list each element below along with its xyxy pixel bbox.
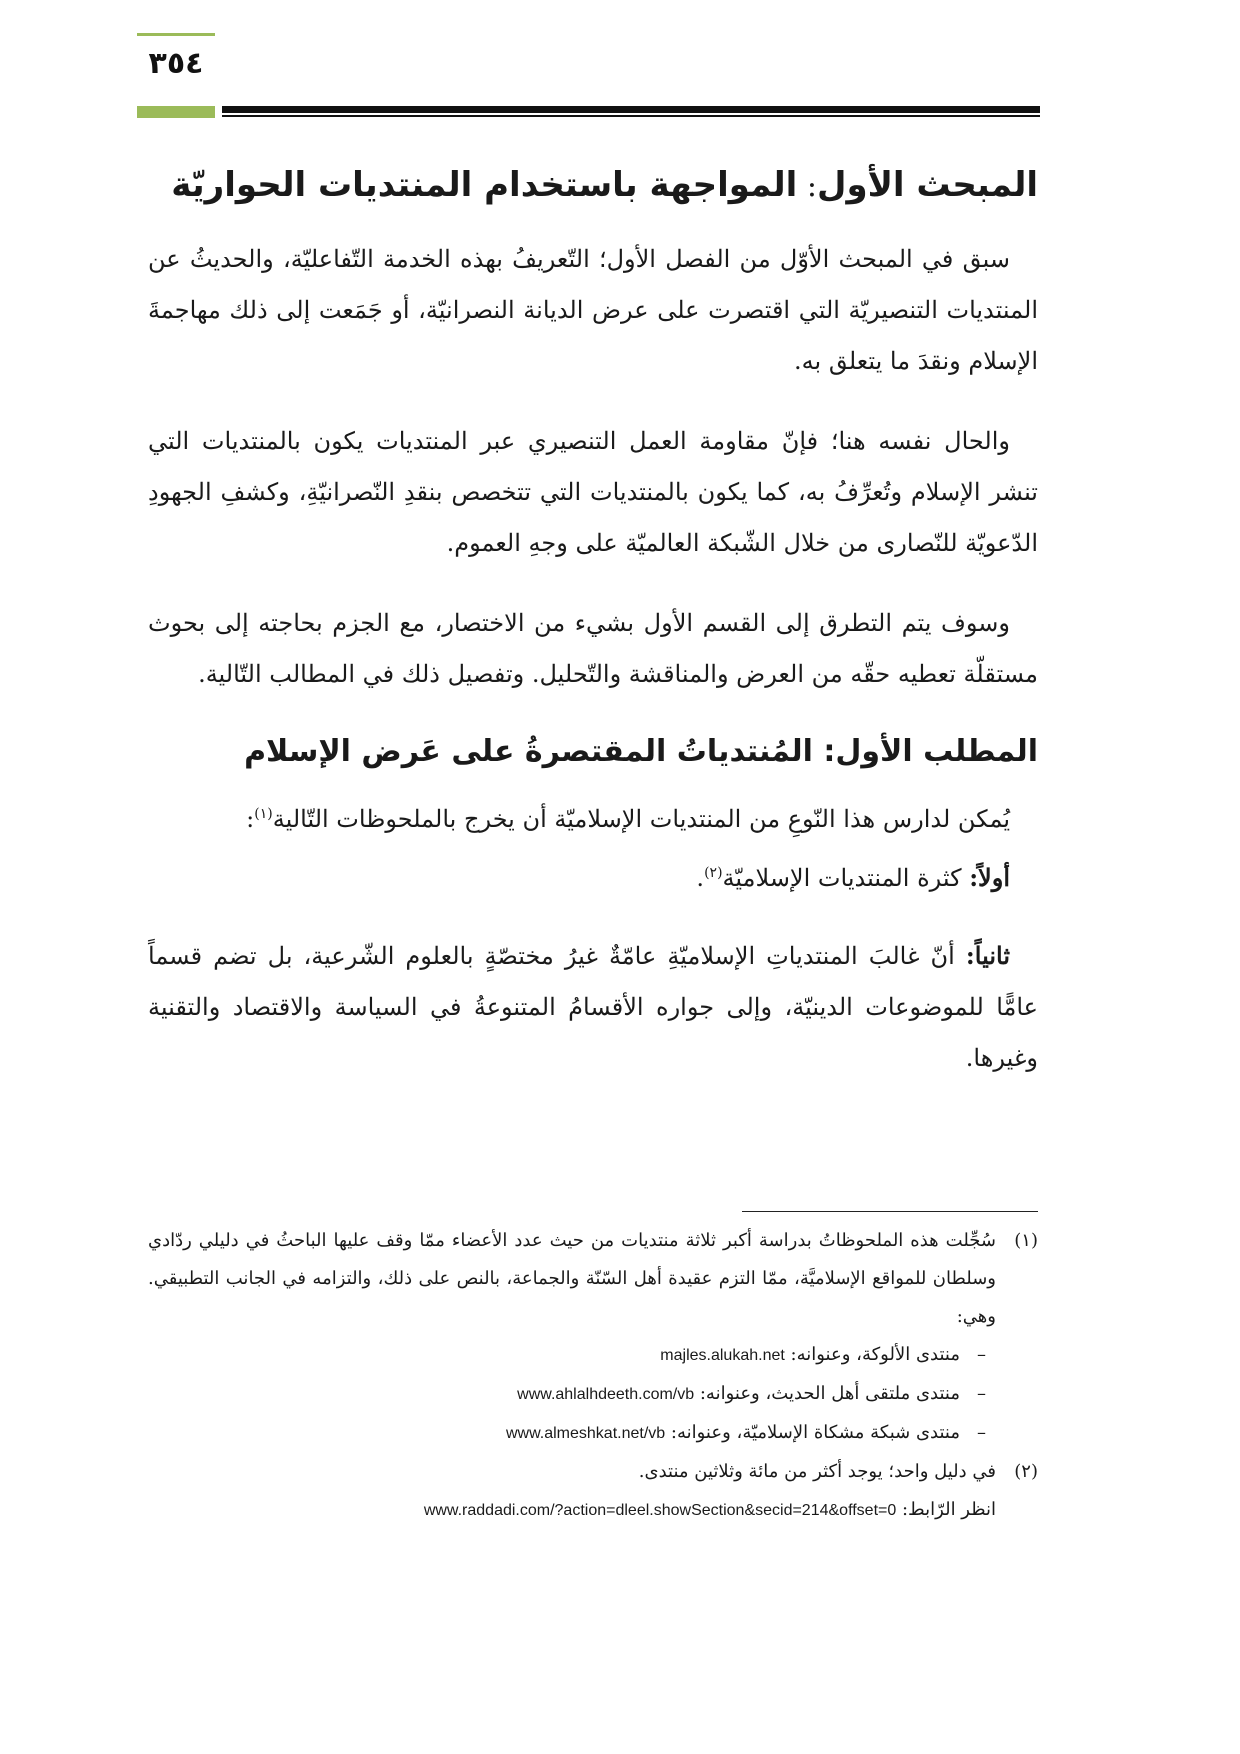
footnote-2-see-label: انظر الرّابط: (896, 1499, 996, 1520)
footnote-1-number: (١) (1014, 1230, 1038, 1251)
header-accent-bar-bottom (137, 106, 215, 118)
intro-paragraph (148, 794, 1038, 845)
bullet-dash: – (977, 1344, 986, 1365)
footnote-ref-2[interactable]: (٢) (704, 865, 723, 881)
page-number: ٣٥٤ (148, 46, 204, 81)
point-second (148, 930, 1038, 1084)
paragraph-3-text: وسوف يتم التطرق إلى القسم الأول بشيء من الاختصار، مع الجزم بحاجته إلى بحوث مستقلّة تعطيه حقّه من العرض والمناقشة والتّحليل. وتفصيل ذلك في المطالب التّالية. (148, 609, 1038, 688)
section-heading-label: المبحث الأول (816, 165, 1038, 205)
footnote-2-link-line (148, 1491, 1038, 1530)
bullet-url[interactable]: www.almeshkat.net/vb (505, 1425, 666, 1442)
point-first-text: كثرة المنتديات الإسلاميّة (722, 864, 970, 892)
intro-text: يُمكن لدارس هذا النّوعِ من المنتديات الإسلاميّة أن يخرج بالملحوظات التّالية (272, 805, 1010, 833)
bullet-dash: – (977, 1422, 986, 1443)
point-first-end: . (696, 864, 705, 892)
intro-end: : (246, 805, 255, 833)
section-heading-colon: : (797, 169, 817, 204)
footnote-1-text: سُجِّلت هذه الملحوظاتُ بدراسة أكبر ثلاثة منتديات من حيث عدد الأعضاء ممّا وقف عليها الباحثُ في دليلي ردّادي وسلطان للمواقع الإسلاميَّة، ممّا التزم عقيدة أهل السّنّة والجماعة، بالنص على ذلك، والتزامه في الجانب التطبيقي. وهي: (148, 1230, 996, 1327)
footnote-1 (148, 1222, 1038, 1336)
header-rule-thin (222, 115, 1040, 117)
point-second-text: أنّ غالبَ المنتدياتِ الإسلاميّةِ عامّةٌ غيرُ مختصّةٍ بالعلوم الشّرعية، بل تضم قسماً عامًّا للموضوعات الدينيّة، وإلى جواره الأقسامُ المتنوعةُ في السياسة والاقتصاد والتقنية وغيرها. (148, 942, 1038, 1072)
bullet-url[interactable]: majles.alukah.net (660, 1347, 785, 1364)
paragraph-3 (148, 598, 1038, 700)
footnote-2 (148, 1453, 1038, 1491)
subsection-heading: المطلب الأول: المُنتدياتُ المقتصرةُ على عَرض الإسلام (244, 734, 1038, 769)
footnote-1-bullet-3 (148, 1414, 1038, 1453)
paragraph-1-text: سبق في المبحث الأوّل من الفصل الأول؛ التّعريفُ بهذه الخدمة التّفاعليّة، والحديثُ عن المنتديات التنصيريّة التي اقتصرت على عرض الديانة النصرانيّة، أو جَمَعت إلى ذلك مهاجمةَ الإسلام ونقدَ ما يتعلق به. (148, 245, 1038, 375)
paragraph-2-text: والحال نفسه هنا؛ فإنّ مقاومة العمل التنصيري عبر المنتديات يكون بالمنتديات التي تنشر الإسلام وتُعرِّفُ به، كما يكون بالمنتديات التي تتخصص بنقدِ النّصرانيّةِ، وكشفِ الجهودِ الدّعويّة للنّصارى من خلال الشّبكة العالميّة على وجهِ العموم. (148, 427, 1038, 557)
footnote-ref-1[interactable]: (١) (254, 806, 273, 822)
footnote-1-bullet-1 (148, 1336, 1038, 1375)
bullet-label: منتدى شبكة مشكاة الإسلاميّة، وعنوانه: (665, 1422, 960, 1443)
header-accent-bar-top (137, 33, 215, 36)
footnote-1-bullet-2 (148, 1375, 1038, 1414)
paragraph-1 (148, 234, 1038, 387)
point-first-label: أولاً: (969, 863, 1010, 892)
bullet-label: منتدى ملتقى أهل الحديث، وعنوانه: (694, 1383, 960, 1404)
bullet-dash: – (977, 1383, 986, 1404)
footnote-2-text: في دليل واحد؛ يوجد أكثر من مائة وثلاثين منتدى. (638, 1461, 996, 1482)
section-heading (148, 160, 1038, 210)
bullet-label: منتدى الألوكة، وعنوانه: (784, 1344, 960, 1365)
bullet-url[interactable]: www.ahlalhdeeth.com/vb (517, 1386, 695, 1403)
point-second-label: ثانياً: (965, 941, 1010, 970)
footnote-2-url[interactable]: www.raddadi.com/?action=dleel.showSection&secid=214&offset=0 (423, 1502, 897, 1519)
paragraph-2 (148, 416, 1038, 569)
footnote-2-number: (٢) (1014, 1461, 1038, 1482)
footnotes (148, 1222, 1038, 1530)
section-heading-title: المواجهة باستخدام المنتديات الحواريّة (171, 165, 798, 205)
footnote-separator (742, 1211, 1038, 1212)
header-rule-thick (222, 106, 1040, 113)
point-first (148, 852, 1038, 904)
